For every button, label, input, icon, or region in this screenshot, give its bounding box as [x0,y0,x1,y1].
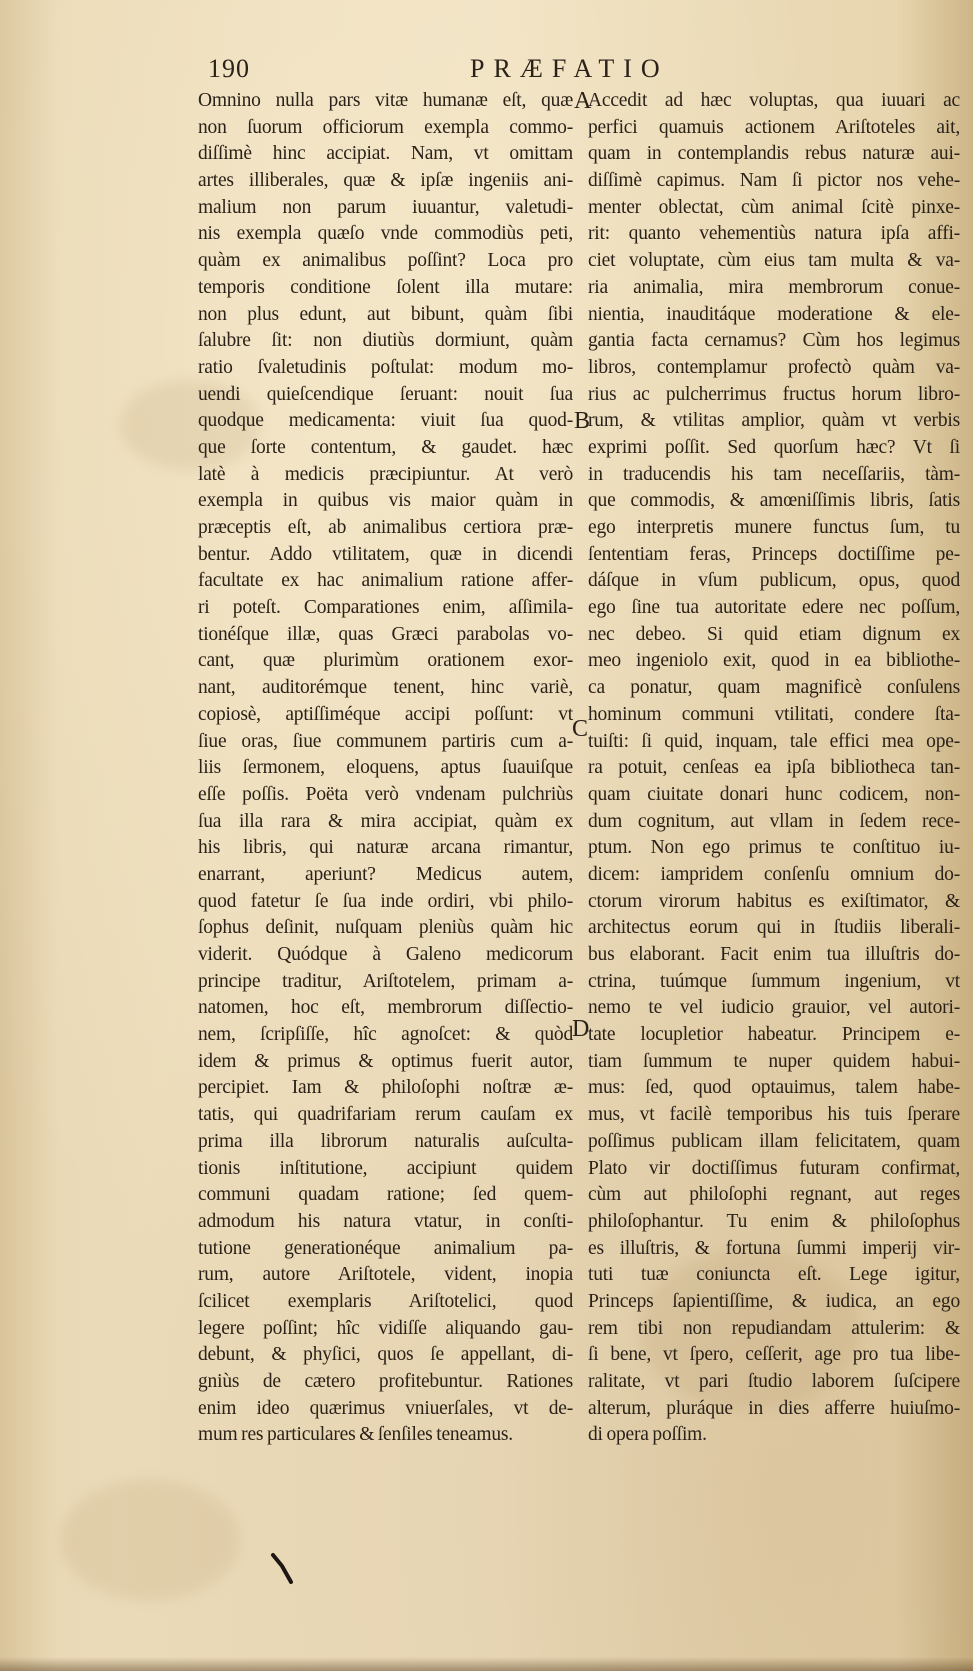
left-column-text-line: quàm ex animalibus poſſint? Loca pro [198,250,573,272]
margin-letter-d: D [572,1016,590,1042]
ink-mark [270,1552,296,1586]
left-column-text-line: tutione generationéque animalium pa- [198,1237,573,1259]
left-column-text-line: ſiue oras, ſiue communem partiris cum a- [198,730,573,752]
left-column-text-line: idem & primus & optimus fuerit autor, [198,1050,573,1072]
left-column-text-line: legere poſſint; hîc vidiſſe aliquando gau- [198,1317,573,1339]
right-column-text-line: ca ponatur, quam magnificè conſulens [588,677,960,699]
right-column-text-line: architectus eorum qui in ſtudiis liberali- [588,917,960,939]
left-column-text-line: diſſimè hinc accipiat. Nam, vt omittam [198,143,573,165]
left-column-text-line: non ſuorum officiorum exempla commo- [198,116,573,138]
left-column-text-line: non plus edunt, aut bibunt, quàm ſibi [198,303,573,325]
right-column-text-line: quam in contemplandis rebus naturæ aui- [588,143,960,165]
left-column-text-line: mum res particulares & ſenſiles teneamus. [198,1424,513,1446]
right-column-text-line: mus, vt facilè temporibus his tuis ſperare [588,1104,960,1126]
right-column-text-line: bus elaborant. Facit enim tua illuſtris do- [588,944,960,965]
left-column-text-line: eſſe poſſis. Poëta verò vndenam pulchriùs [198,783,573,805]
right-column-text-line: cùm aut philoſophi regnant, aut reges [588,1184,960,1206]
right-column-text-line: ctorum virorum habitus es exiſtimator, & [588,890,960,912]
right-column-text-line: tuiſti: ſi quid, inquam, tale effici mea ope- [588,730,960,752]
left-column-text-line: gniùs de cætero profitebuntur. Rationes [198,1371,573,1392]
right-column-text-line: hominum communi vtilitati, condere ſta- [588,703,960,725]
right-column-text-line: es illuſtris, & fortuna ſummi imperij vir- [588,1237,960,1259]
left-column-text-line: uendi quieſcendique ſeruant: nouit ſua [198,383,573,405]
left-column-text-line: ſua illa rara & mira accipiat, quàm ex [198,810,573,832]
right-column-text-line: ria animalia, mira membrorum conue- [588,276,960,298]
right-column-text-line: quam ciuitate donari hunc codicem, non- [588,783,960,805]
left-column-text-line: rum, autore Ariſtotele, vident, inopia [198,1264,573,1286]
right-column-text-line: ego interpretis munere functus ſum, tu [588,517,960,538]
left-column-text-line: bentur. Addo vtilitatem, quæ in dicendi [198,543,573,565]
right-column-text-line: rius ac pulcherrimus fructus horum libro- [588,383,960,405]
right-column-text-line: libros, contemplamur profectò quàm va- [588,356,960,378]
left-column-text-line: Omnino nulla pars vitæ humanæ eſt, quæ [198,90,573,111]
left-column-text-line: artes illiberales, quæ & ipſæ ingeniis ani- [198,170,573,192]
margin-letter-b: B [574,408,591,434]
left-column-text-line: ſophus deſinit, nuſquam pleniùs quàm hic [198,917,573,939]
right-column-text-line: nec debeo. Si quid etiam dignum ex [588,623,960,645]
left-column-text-line: tatis, qui quadrifariam rerum cauſam ex [198,1104,573,1126]
right-column-text-line: dum cognitum, aut vllam in ſedem rece- [588,810,960,832]
left-column-text-line: ratio ſvaletudinis poſtulat: modum mo- [198,356,573,378]
left-text-column [198,88,573,1449]
left-column-text-line: nant, auditorémque tenent, hinc variè, [198,677,573,699]
right-column-text-line: ptum. Non ego primus te conſtituo iu- [588,837,960,859]
page-bottom-edge [0,1657,973,1671]
page-number: 190 [208,54,250,83]
right-column-text-line: tuti tuæ coniuncta eſt. Lege igitur, [588,1264,960,1286]
left-column-text-line: quodque medicamenta: viuit ſua quod- [198,410,573,432]
right-column-text-line: exprimi poſſit. Sed quorſum hæc? Vt ſi [588,436,960,458]
left-column-text-line: percipiet. Iam & philoſophi noſtræ æ- [198,1077,573,1099]
running-title: PRÆFATIO [470,54,669,83]
right-column-text-line: ctrina, tuúmque ſummum ingenium, vt [588,970,960,992]
left-column-text-line: malium non parum iuuantur, valetudi- [198,196,573,218]
right-text-column [588,88,960,1449]
right-column-text-line: ralitate, vt pari ſtudio laborem ſuſcipere [588,1371,960,1392]
right-column-text-line: mus: ſed, quod optauimus, talem habe- [588,1077,960,1099]
right-column-text-line: rit: quanto vehementiùs natura ipſa affi- [588,223,960,245]
left-column-text-line: enim ideo quærimus vniuerſales, vt de- [198,1397,573,1419]
left-column-text-line: præceptis eſt, ab animalibus certiora præ- [198,517,573,538]
right-column-text-line: tate locupletior habeatur. Principem e- [588,1024,960,1046]
left-column-text-line: admodum his natura vtatur, in conſti- [198,1210,573,1232]
right-column-text-line: alterum, pluráque in dies afferre huiuſmo- [588,1397,960,1419]
left-column-text-line: ri poteſt. Comparationes enim, aſſimila- [198,597,573,619]
right-column-text-line: ſi bene, vt ſpero, ceſſerit, age pro tua libe- [588,1344,960,1366]
left-column-text-line: que ſorte contentum, & gaudet. hæc [198,436,573,458]
left-column-text-line: ſcilicet exemplaris Ariſtotelici, quod [198,1290,573,1312]
right-column-text-line: gantia facta cernamus? Cùm hos legimus [588,330,960,352]
paper-stain [60,1480,240,1600]
right-column-text-line: nientia, inauditáque moderatione & ele- [588,303,960,325]
right-column-text-line: meo ingeniolo exit, quod in ea bibliothe- [588,650,960,672]
left-column-text-line: enarrant, aperiunt? Medicus autem, [198,863,573,885]
right-column-text-line: ciet voluptate, cùm eius tam multa & va- [588,250,960,272]
right-column-text-line: philoſophantur. Tu enim & philoſophus [588,1210,960,1232]
right-column-text-line: di opera poſſim. [588,1424,707,1446]
left-column-text-line: quod fatetur ſe ſua inde ordiri, vbi philo- [198,890,573,912]
right-column-text-line: in traducendis his tam neceſſariis, tàm- [588,463,960,485]
left-column-text-line: communi quadam ratione; ſed quem- [198,1184,573,1206]
left-column-text-line: tionéſque illæ, quas Græci parabolas vo- [198,623,573,645]
right-column-text-line: dáſque in vſum publicum, opus, quod [588,570,960,592]
page-header [0,50,973,90]
left-column-text-line: prima illa librorum naturalis auſculta- [198,1130,573,1152]
right-column-text-line: rum, & vtilitas amplior, quàm vt verbis [588,410,960,432]
left-column-text-line: facultate ex hac animalium ratione affer- [198,570,573,592]
left-column-text-line: temporis conditione ſolent illa mutare: [198,276,573,298]
right-column-text-line: tiam ſummum te nuper quidem habui- [588,1050,960,1072]
right-column-text-line: nemo te vel iudicio grauior, vel autori- [588,997,960,1019]
right-column-text-line: diſſimè capimus. Nam ſi pictor nos vehe- [588,170,960,192]
right-column-text-line: ſententiam feras, Princeps doctiſſime pe- [588,543,960,565]
left-column-text-line: latè à medicis præcipiuntur. At verò [198,463,573,485]
right-column-text-line: menter oblectat, cùm animal ſcitè pinxe- [588,196,960,218]
right-column-text-line: ra potuit, cenſeas ea ipſa bibliotheca tan- [588,757,960,779]
left-column-text-line: copiosè, aptiſſiméque accipi poſſunt: vt [198,703,573,725]
right-column-text-line: Princeps ſapientiſſime, & iudica, an ego [588,1290,960,1312]
left-column-text-line: tionis inſtitutione, accipiunt quidem [198,1157,573,1179]
left-column-text-line: principe traditur, Ariſtotelem, primam a- [198,970,573,992]
left-column-text-line: liis ſermonem, eloquens, aptus ſuauiſque [198,757,573,779]
right-column-text-line: perfici quamuis actionem Ariſtoteles ait, [588,116,960,138]
left-column-text-line: viderit. Quódque à Galeno medicorum [198,944,573,965]
right-column-text-line: Accedit ad hæc voluptas, qua iuuari ac [588,90,960,111]
right-column-text-line: poſſimus publicam illam felicitatem, quam [588,1130,960,1152]
left-column-text-line: natomen, hoc eſt, membrorum diſſectio- [198,997,573,1019]
right-column-text-line: que commodis, & amœniſſimis libris, ſatis [588,490,960,512]
right-column-text-line: Plato vir doctiſſimus futuram confirmat, [588,1157,960,1179]
margin-letter-c: C [572,716,589,742]
left-column-text-line: exempla in quibus vis maior quàm in [198,490,573,512]
left-column-text-line: nis exempla quæſo vnde commodiùs peti, [198,223,573,245]
left-column-text-line: his libris, qui naturæ arcana rimantur, [198,837,573,859]
left-column-text-line: nem, ſcripſiſſe, hîc agnoſcet: & quòd [198,1024,573,1046]
left-column-text-line: cant, quæ plurimùm orationem exor- [198,650,573,672]
left-column-text-line: ſalubre ſit: non diutiùs dormiunt, quàm [198,330,573,352]
right-column-text-line: dicem: iampridem conſenſu omnium do- [588,863,960,885]
margin-letter-a: A [574,88,592,114]
right-column-text-line: ego ſine tua autoritate edere nec poſſum, [588,597,960,619]
left-column-text-line: debunt, & phyſici, quos ſe appellant, di- [198,1344,573,1366]
right-column-text-line: rem tibi non repudiandam attulerim: & [588,1317,960,1339]
